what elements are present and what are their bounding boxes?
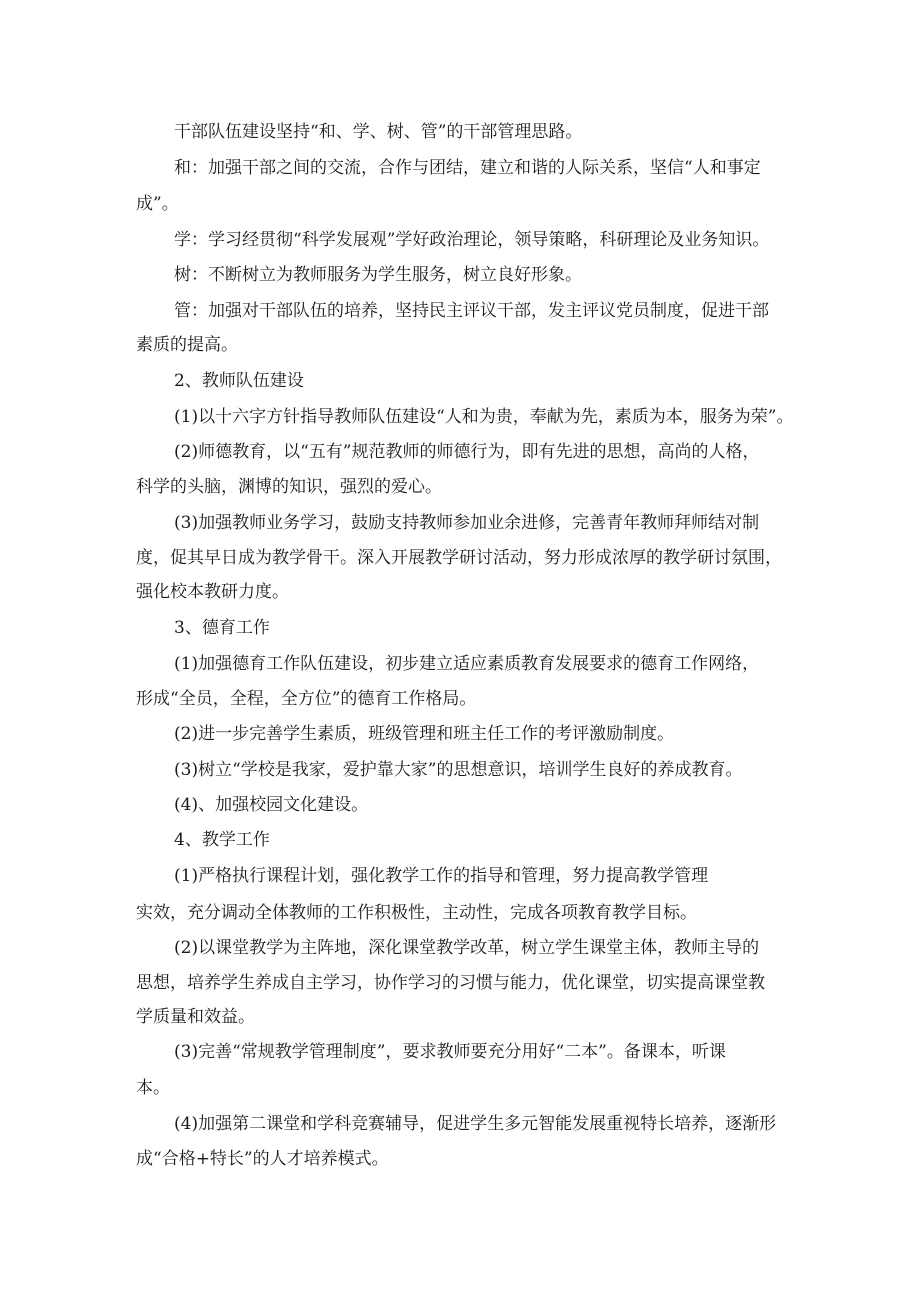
- paragraph-line: 素质的提高。: [136, 335, 238, 355]
- paragraph-line: (4)加强第二课堂和学科竞赛辅导，促进学生多元智能发展重视特长培养，逐渐形: [174, 1114, 777, 1134]
- paragraph-line: (1)严格执行课程计划，强化教学工作的指导和管理，努力提高教学管理: [174, 866, 709, 886]
- paragraph-line: 实效，充分调动全体教师的工作积极性，主动性，完成各项教育教学目标。: [136, 903, 697, 923]
- paragraph-line: 本。: [136, 1078, 170, 1098]
- paragraph-line: (2)以课堂教学为主阵地，深化课堂教学改革，树立学生课堂主体，教师主导的: [174, 938, 760, 958]
- paragraph-line: (2)进一步完善学生素质，班级管理和班主任工作的考评激励制度。: [174, 724, 675, 744]
- paragraph-line: 科学的头脑，渊博的知识，强烈的爱心。: [136, 477, 442, 497]
- paragraph-line: (3)完善“常规教学管理制度”，要求教师要充分用好“二本”。备课本，听课: [174, 1042, 726, 1062]
- paragraph-line: 学质量和效益。: [136, 1007, 255, 1027]
- paragraph-line: 度，促其早日成为教学骨干。深入开展教学研讨活动，努力形成浓厚的教学研讨氛围，: [136, 548, 782, 568]
- paragraph-line: (4)、加强校园文化建设。: [174, 795, 369, 815]
- paragraph-line: (3)树立“学校是我家，爱护靠大家”的思想意识，培训学生良好的养成教育。: [174, 760, 743, 780]
- paragraph-line: 和：加强干部之间的交流，合作与团结，建立和谐的人际关系，坚信“人和事定: [174, 158, 761, 178]
- paragraph-line: (1)以十六字方针指导教师队伍建设“人和为贵，奉献为先，素质为本，服务为荣”。: [174, 407, 794, 427]
- section-heading: 2、教师队伍建设: [174, 371, 304, 391]
- paragraph-line: 思想，培养学生养成自主学习，协作学习的习惯与能力，优化课堂，切实提高课堂教: [136, 973, 765, 993]
- paragraph-line: (3)加强教师业务学习，鼓励支持教师参加业余进修，完善青年教师拜师结对制: [174, 513, 760, 533]
- section-heading: 4、教学工作: [174, 830, 270, 850]
- paragraph-line: 形成“全员，全程，全方位”的德育工作格局。: [136, 689, 477, 709]
- paragraph-line: 成“合格+特长”的人才培养模式。: [136, 1149, 389, 1169]
- section-heading: 3、德育工作: [174, 618, 270, 638]
- paragraph-line: 学：学习经贯彻“科学发展观”学好政治理论，领导策略，科研理论及业务知识。: [174, 230, 770, 250]
- paragraph-line: 成”。: [136, 194, 179, 214]
- paragraph-line: (1)加强德育工作队伍建设，初步建立适应素质教育发展要求的德育工作网络，: [174, 654, 760, 674]
- paragraph-line: 树：不断树立为教师服务为学生服务，树立良好形象。: [174, 265, 582, 285]
- paragraph-line: (2)师德教育，以“五有”规范教师的师德行为，即有先进的思想，高尚的人格，: [174, 442, 760, 462]
- paragraph-line: 干部队伍建设坚持“和、学、树、管”的干部管理思路。: [174, 122, 583, 142]
- paragraph-line: 管：加强对干部队伍的培养，坚持民主评议干部，发主评议党员制度，促进干部: [174, 301, 769, 321]
- paragraph-line: 强化校本教研力度。: [136, 582, 289, 602]
